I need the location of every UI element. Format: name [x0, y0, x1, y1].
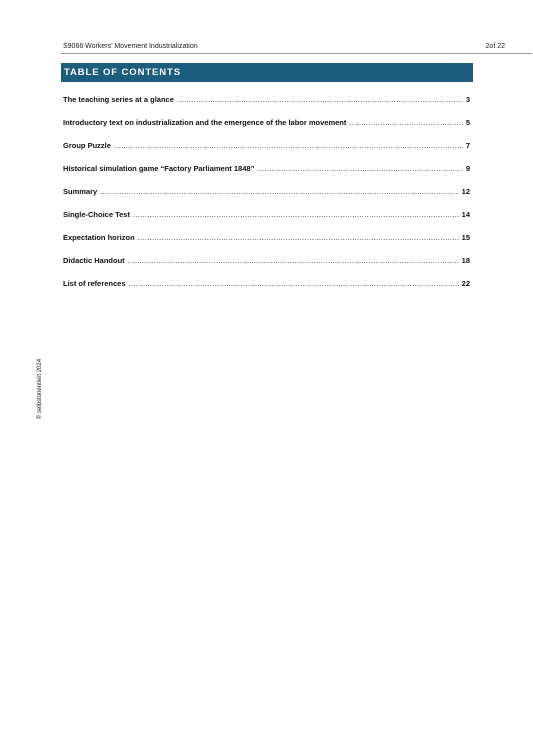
toc-dot-leader [349, 117, 462, 128]
toc-list [63, 94, 470, 301]
toc-entry-title: Single-Choice Test [63, 210, 130, 219]
toc-entry-title: Didactic Handout [63, 256, 125, 265]
toc-entry-group-puzzle[interactable] [63, 140, 470, 163]
toc-entry-simulation-game[interactable] [63, 163, 470, 186]
toc-dot-leader [100, 186, 458, 197]
copyright-notice: © selbstorientiert 2024 [37, 358, 43, 420]
toc-entry-page: 9 [465, 164, 470, 173]
document-title: S9066 Workers’ Movement Industrialization [63, 43, 198, 50]
toc-dot-leader [177, 94, 463, 105]
toc-entry-summary[interactable] [63, 186, 470, 209]
toc-entry-page: 3 [465, 95, 470, 104]
toc-entry-list-of-references[interactable] [63, 278, 470, 301]
toc-heading: TABLE OF CONTENTS [61, 63, 473, 82]
toc-entry-page: 12 [461, 187, 470, 196]
toc-dot-leader [114, 140, 463, 151]
toc-dot-leader [133, 209, 459, 220]
toc-entry-title: List of references [63, 279, 126, 288]
toc-entry-title: Historical simulation game “Factory Parliament 1848” [63, 164, 255, 173]
toc-entry-title: The teaching series at a glance [63, 95, 174, 104]
toc-entry-title: Introductory text on industrialization and the emergence of the labor movement [63, 118, 347, 127]
toc-entry-title: Group Puzzle [63, 141, 111, 150]
toc-entry-page: 15 [461, 233, 470, 242]
toc-entry-page: 7 [465, 141, 470, 150]
toc-dot-leader [257, 163, 463, 174]
toc-dot-leader [129, 278, 459, 289]
toc-dot-leader [128, 255, 459, 266]
toc-entry-teaching-series[interactable] [63, 94, 470, 117]
toc-entry-title: Summary [63, 187, 98, 196]
toc-entry-page: 18 [461, 256, 470, 265]
page-indicator: 2of 22 [485, 43, 505, 50]
toc-dot-leader [138, 232, 459, 243]
toc-entry-title: Expectation horizon [63, 233, 135, 242]
toc-entry-page: 5 [465, 118, 470, 127]
page-header [61, 41, 532, 54]
toc-entry-didactic-handout[interactable] [63, 255, 470, 278]
toc-entry-introductory-text[interactable] [63, 117, 470, 140]
toc-entry-page: 22 [461, 279, 470, 288]
toc-entry-expectation-horizon[interactable] [63, 232, 470, 255]
toc-entry-single-choice-test[interactable] [63, 209, 470, 232]
toc-entry-page: 14 [461, 210, 470, 219]
